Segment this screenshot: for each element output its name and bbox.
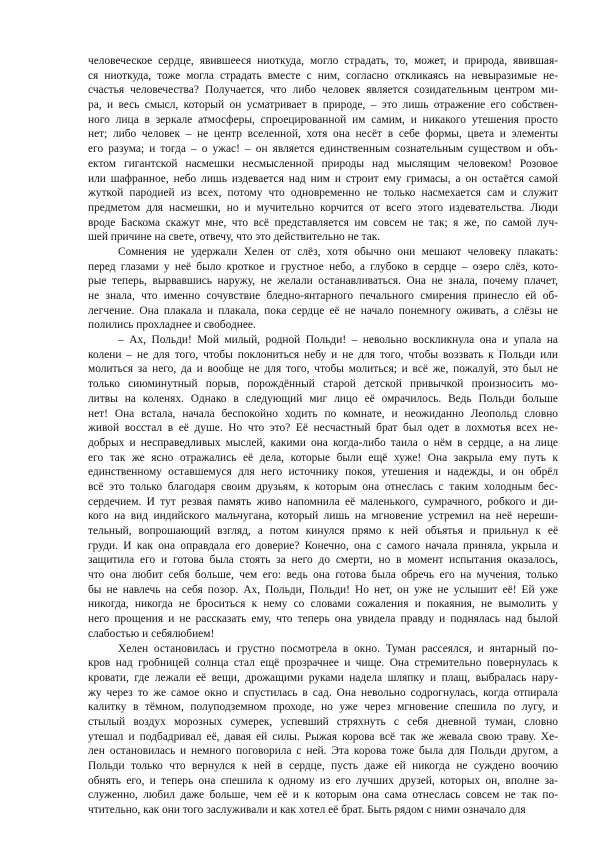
- text-line: Сомнения не удержали Хелен от слёз, хотя обычно они мешают человеку плакать:: [118, 245, 558, 258]
- text-line: предметом для насмешки, но и мучительно корчится от всего этого издевательства. Люди: [88, 201, 558, 214]
- text-line: лен остановилась и немного поговорила с ней. Эта корова тоже была для Польди другом, а: [88, 745, 558, 758]
- text-line: рые теперь, вырвавшись наружу, не желали останавливаться. Она не знала, почему плачет,: [88, 275, 558, 288]
- text-line: Польди только что вернулся к ней в сердце, пусть даже ей никогда не суждено воочию: [88, 760, 558, 772]
- text-line: ного лица в зеркале атмосферы, спроецированной им самим, и никакого утешения просто: [88, 113, 558, 126]
- text-line: колени – не для того, чтобы поклониться небу и не для того, чтобы воззвать к Польди или: [88, 348, 558, 361]
- text-line: нет; либо человек – не центр вселенной, хотя она несёт в себе формы, цвета и элементы: [88, 128, 558, 141]
- text-line: жуткой пародией из всех, потому что одновременно не только насмехается сам и служит: [88, 187, 558, 200]
- text-line: человеческое сердце, явившееся ниоткуда, могло страдать, то, может, и природа, явившая-: [88, 55, 558, 67]
- text-line: его так же ясно отражались её дела, которые были ещё хуже! Она закрыла ему путь к: [88, 451, 558, 464]
- text-line: кого на вид индийского мальчугана, который лишь на мгновение устремил на неё нереши-: [88, 510, 558, 523]
- text-line: ся ниоткуда, тоже могла страдать вместе с ним, согласно откликаясь на невыразимые не-: [88, 69, 558, 82]
- text-line: только сиюминутный порыв, порождённый старой детской привычкой произносить мо-: [88, 378, 558, 391]
- text-line: шей причине на свете, отвечу, что это действительно не так.: [88, 231, 381, 244]
- text-line: сердечием. И тут резвая память живо напомнила её маленького, сумрачного, робкого и ди-: [88, 495, 558, 508]
- text-line: всё это только благодаря своим друзьям, к которым она отнеслась с таким холодным бес-: [88, 480, 558, 493]
- text-line: Хелен остановилась и грустно посмотрела в окно. Туман рассеялся, и янтарный по-: [118, 642, 558, 655]
- text-line: добрых и несправедливых мыслей, какими она когда-либо таила о нём в сердце, а на лице: [88, 436, 558, 449]
- document-page: [88, 54, 558, 818]
- text-line: утешал и подбадривал её, давая ей силы. Рыжая корова всё так же жевала свою траву. Хе-: [88, 730, 558, 743]
- paragraph: [88, 642, 558, 818]
- text-line: живой восстал в её душе. Но что это? Её несчастный брат был одет в лохмотья всех не-: [88, 422, 558, 435]
- paragraph: [88, 245, 558, 333]
- text-line: нет! Она встала, начала беспокойно ходить по комнате, и неожиданно Леопольд словно: [88, 407, 558, 420]
- text-line: вроде Баскома скажут мне, что всё представляется им совсем не так; я же, по самой луч-: [88, 216, 558, 229]
- text-line: тельный, вопрошающий взгляд, а потом кинулся прямо к ней объятья и прильнул к её: [88, 525, 558, 537]
- text-line: жу через то же самое окно и спустилась в сад. Она невольно содрогнулась, когда отпирала: [88, 686, 558, 699]
- text-line: его разума; и тогда – о ужас! – он является единственным сознательным существом и объ-: [88, 143, 558, 156]
- text-line: чтительно, как они того заслуживали и как хотел её брат. Быть рядом с ними означало для: [88, 804, 526, 817]
- text-line: кров над гробницей солнца стал ещё прозрачнее и чище. Она стремительно повернулась к: [88, 657, 558, 670]
- text-line: калитку в тёмном, полуподземном проходе, но уже через мгновение спешила по лугу, и: [88, 701, 558, 714]
- text-line: полились прохладнее и свободнее.: [88, 319, 256, 332]
- text-line: стылый воздух морозных сумерек, успевший стряхнуть с себя дневной туман, словно: [88, 715, 558, 728]
- text-line: защитила его и готова была стоять за него до смерти, но в момент испытания оказалось,: [88, 554, 558, 567]
- text-line: никогда, никогда не броситься к нему со словами сожаления и покаяния, не вымолить у: [88, 598, 558, 611]
- text-line: или шафранное, небо лишь издевается над ним и строит ему гримасы, а он остаётся самой: [88, 172, 558, 185]
- text-line: него прощения и не рассказать ему, что теперь она увидела правду и поднялась над былой: [88, 613, 558, 626]
- text-line: обнять его, и теперь она спешила к одному из его лучших друзей, которых он, вполне за-: [88, 774, 558, 787]
- text-line: ра, и весь смысл, который он усматривает в природе, – это лишь отражение его собствен-: [88, 99, 558, 112]
- paragraph: [88, 54, 558, 245]
- text-line: не знала, что именно сочувствие бледно-янтарного печального смирения принесло ей об-: [88, 290, 558, 302]
- text-line: служенно, любил даже больше, чем её и к которым она сама отнеслась совсем не так по-: [88, 789, 558, 802]
- text-line: груди. И как она оправдала его доверие? Конечно, она с самого начала приняла, укрыла и: [88, 539, 558, 552]
- text-line: единственному оставшемуся для него источнику покоя, утешения и надежды, и он обрёл: [88, 466, 558, 479]
- text-line: кровати, где лежали её вещи, дрожащими руками надела шляпку и плащ, выбралась нару-: [88, 671, 558, 684]
- text-line: ектом гигантской насмешки несмысленной природы над мыслящим человеком! Розовое: [88, 157, 558, 170]
- text-line: что она любит себя больше, чем его: ведь она готова была обречь его на мучения, только: [88, 569, 558, 582]
- text-line: молиться за него, да и вообще не для того, чтобы молиться; и всё же, пожалуй, это был не: [88, 363, 558, 376]
- paragraph: [88, 333, 558, 641]
- text-line: легчение. Она плакала и плакала, пока сердце её не начало понемногу оживать, а слёзы не: [88, 304, 558, 317]
- text-line: перед глазами у неё было кроткое и грустное небо, а глубоко в сердце – озеро слёз, кото-: [88, 260, 558, 273]
- text-line: – Ах, Польди! Мой милый, родной Польди! – невольно воскликнула она и упала на: [118, 334, 558, 347]
- text-line: счастья человечества? Получается, что либо человек является созидательным центром ми-: [88, 84, 558, 97]
- text-line: слабостью и себялюбием!: [88, 627, 215, 640]
- text-line: литвы на коленях. Однако в следующий миг лицо её омрачилось. Ведь Польди больше: [88, 392, 558, 405]
- text-line: бы не навлечь на себя позор. Ах, Польди, Польди! Но нет, он уже не услышит её! Ей уже: [88, 583, 558, 596]
